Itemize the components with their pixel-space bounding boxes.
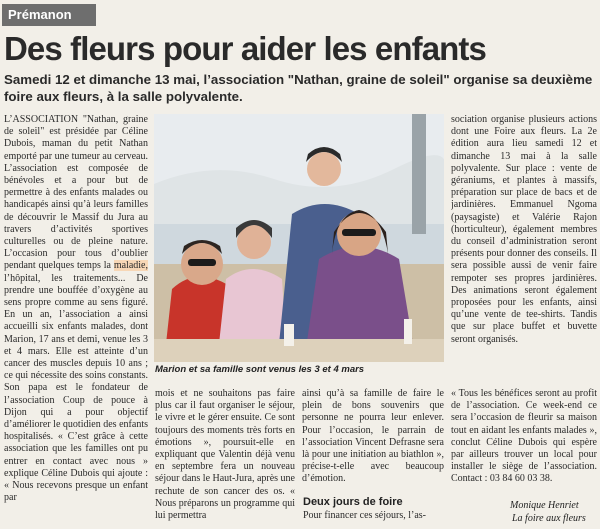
column-2b-end: Pour financer ces séjours, l’as- (303, 510, 427, 521)
column-3-top: sociation organise plusieurs actions dont une Foire aux fleurs. La 2e édition aura lieu samedi 12 et dimanche 13 mai à la salle polyvalente. Sur place : vente de géraniums, et plantes à massifs, préparation sur place de bacs et de jardinières. Emmanuel Ngoma (paysagiste) et Valérie Rajon (horticulteur), également membres du conseil d’administration seront présents pour donner des conseils. Il sera possible aussi de venir faire rempoter ses propres jardinières. Des animations seront également proposées pour les enfants, ainsi qu’une vente de tee-shirts. Tandis que sur place buffet et buvette seront organisés. (451, 114, 597, 345)
column-2-text: mois et ne souhaitons pas faire plus car il faut organiser le séjour, le vivre et le gérer ensuite. Ce sont toujours des moments très forts en émotions », poursuit-elle en expliquant que Valentin déjà venu en septembre fera un nouveau séjour dans le Haut-Jura, après une rechute de son cancer des os. « Nous préparons un programme qui lui permettra (155, 388, 295, 522)
family-photo (154, 114, 444, 362)
lead-paragraph: Samedi 12 et dimanche 13 mai, l’association "Nathan, graine de soleil" organise sa deuxième foire aux fleurs, à la salle polyvalente. (4, 72, 593, 104)
section-tag: Prémanon (2, 4, 96, 26)
col1-highlight: maladie, (113, 260, 148, 272)
headline: Des fleurs pour aider les enfants (4, 30, 486, 67)
signature-caption: La foire aux fleurs (512, 513, 586, 524)
subhead: Deux jours de foire (303, 496, 403, 508)
photo-caption: Marion et sa famille sont venus les 3 et 4 mars (155, 364, 365, 375)
column-1 (4, 114, 148, 528)
family-photo-illustration (154, 114, 444, 362)
column-3-bottom: « Tous les bénéfices seront au profit de l’association. Ce week-end ce sera l’occasion de fleurir sa maison tout en aidant les enfants malades », conclut Céline Dubois qui espère par ailleurs trouver un local pour installer le siège de l’association. Contact : 03 84 60 03 38. (451, 388, 597, 485)
column-2b-text: ainsi qu’à sa famille de faire le plein de bons souvenirs que personne ne pourra leur enlever. Pour l’occasion, le parrain de l’association Vincent Defrasne sera là pour une initiation au biathlon », précise-t-elle avec beaucoup d’émotion. (302, 388, 444, 485)
col1-text-b: l’hôpital, les traitements... De prendre une bouffée d’oxygène au sens propre comme au sens figuré. En un an, l’association a ainsi accueilli six enfants malades, dont Marion, 17 ans et demi, venue les 3 et 4 mars. Elle est atteinte d’un cancer des muscles depuis 10 ans ; ce qui nécessite des soins constants. Son papa est le fondateur de l’association Coup de pouce à Dijon qui a pour objectif d’améliorer le quotidien des enfants hospitalisés. « C’est grâce à cette association que les familles ont pu entrer en contact avec nous » explique Céline Dubois qui ajoute : « Nous recevons presque un enfant par (4, 272, 148, 504)
col1-text-a: L’ASSOCIATION "Nathan, graine de soleil" est présidée par Céline Dubois, maman du petit Nathan emporté par une tumeur au cerveau. L’association est composée de bénévoles et a pour but de permettre à des enfants malades ou handicapés ainsi qu’à leurs familles de découvrir le Massif du Jura au travers d’activités sportives culturelles ou de pleine nature. L’occasion pour tous d’oublier pendant quelques temps la (4, 114, 148, 272)
author-signature: Monique Henriet (510, 500, 579, 511)
